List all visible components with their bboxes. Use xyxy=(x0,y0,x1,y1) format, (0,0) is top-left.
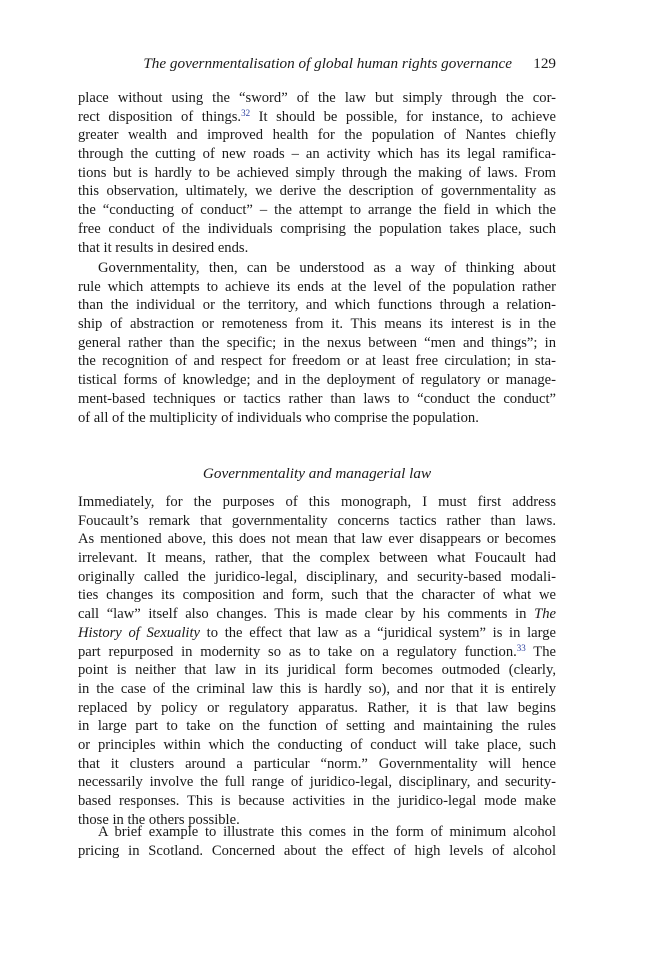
paragraph-3 xyxy=(78,493,556,829)
text-line: tistical forms of knowledge; and in the deployment of regulatory or manage- xyxy=(78,372,556,389)
text-line: free conduct of the individuals comprising the population takes place, such xyxy=(78,220,556,237)
text-line: call “law” itself also changes. This is made clear by his comments in The xyxy=(78,606,556,623)
text-line: ment-based techniques or tactics rather than laws to “conduct the conduct” xyxy=(78,390,556,407)
text-line: irrelevant. It means, rather, that the complex between what Foucault had xyxy=(78,550,556,567)
text-line: this observation, ultimately, we derive the description of governmentality as xyxy=(78,183,556,200)
text-line: place without using the “sword” of the law but simply through the cor- xyxy=(78,90,556,106)
text-line: the recognition of and respect for freedom or at least free circulation; in sta- xyxy=(78,353,556,370)
text-line: Foucault’s remark that governmentality concerns tactics rather than laws. xyxy=(78,512,556,529)
text-line: ship of abstraction or remoteness from it. This means its interest is in the xyxy=(78,316,556,333)
text-line: necessarily involve the full range of juridico-legal, disciplinary, and security- xyxy=(78,774,556,791)
text-line: part repurposed in modernity so as to take on a regulatory function.$^{33}$ The xyxy=(78,642,556,660)
text-line: History of Sexuality to the effect that law as a “juridical system” is in large xyxy=(78,624,556,641)
text-line: those in the others possible. xyxy=(78,811,240,828)
text-line: point is neither that law in its juridical form becomes outmoded (clearly, xyxy=(78,662,556,679)
book-title: The xyxy=(534,606,556,623)
paragraph-1 xyxy=(78,89,556,257)
text-line: greater wealth and improved health for the population of Nantes chiefly xyxy=(78,127,556,144)
paragraph-4 xyxy=(78,823,556,860)
text-line: through the cutting of new roads – an activity which has its legal ramifica- xyxy=(78,146,556,163)
text-line: Immediately, for the purposes of this monograph, I must first address xyxy=(78,494,556,510)
section-heading: Governmentality and managerial law xyxy=(202,465,432,482)
text-line: than the individual or the territory, and which functions through a relation- xyxy=(78,297,556,314)
paragraph-2 xyxy=(78,259,556,427)
text-line: that it results in desired ends. xyxy=(78,239,249,256)
text-line: general rather than the specific; in the nexus between “men and things”; in xyxy=(78,334,556,351)
page-number: 129 xyxy=(533,55,556,72)
text-line: tions but is hardly to be achieved simply through the making of laws. From xyxy=(78,164,556,181)
text-line: As mentioned above, this does not mean that law ever disappears or becomes xyxy=(78,531,556,548)
text-line: pricing in Scotland. Concerned about the effect of high levels of alcohol xyxy=(78,842,556,859)
text-line: based responses. This is because activities in the juridico-legal mode make xyxy=(78,793,556,809)
text-line: rule which attempts to achieve its ends at the level of the population rather xyxy=(78,278,556,295)
book-title: History of Sexuality xyxy=(78,624,200,641)
text-line: in the case of the criminal law this is hardly so), and nor that it is entirely xyxy=(78,680,556,697)
footnote-ref-33[interactable]: 33 xyxy=(516,642,526,653)
text-line: A brief example to illustrate this comes in the form of minimum alcohol xyxy=(98,824,556,840)
text-line: Governmentality, then, can be understood as a way of thinking about xyxy=(98,260,556,276)
text-line: the “conducting of conduct” – the attempt to arrange the field in which the xyxy=(78,202,556,219)
text-line: originally called the juridico-legal, disciplinary, and security-based modali- xyxy=(78,568,556,585)
text-line: that it clusters around a particular “norm.” Governmentality will hence xyxy=(78,755,556,772)
text-line: in large part to take on the function of setting and maintaining the rules xyxy=(78,718,556,735)
running-title: The governmentalisation of global human rights governance xyxy=(143,55,512,72)
text-line: of all of the multiplicity of individuals who comprise the population. xyxy=(78,409,479,426)
text-line: ties changes its composition and form, such that the character of what we xyxy=(78,587,556,604)
text-line: or principles within which the conducting of conduct will take place, such xyxy=(78,736,556,753)
text-line: replaced by policy or regulatory apparatus. Rather, it is that law begins xyxy=(78,699,556,716)
running-header xyxy=(78,54,556,74)
footnote-ref-32[interactable]: 32 xyxy=(241,107,251,118)
text-line: rect disposition of things.$^{32}$ It should be possible, for instance, to achieve xyxy=(78,107,556,125)
